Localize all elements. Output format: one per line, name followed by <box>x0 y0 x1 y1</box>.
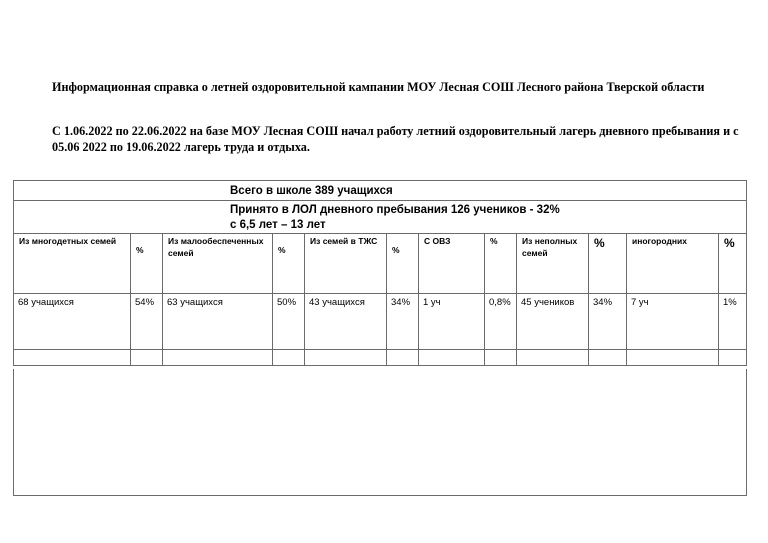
cell-value: 7 уч <box>631 297 649 308</box>
empty-cell <box>387 350 419 366</box>
table-cell <box>273 294 305 350</box>
col-header-text: % <box>136 245 144 255</box>
table-cell <box>719 294 747 350</box>
cell-value: 34% <box>391 297 411 308</box>
cell-value: 54% <box>135 297 155 308</box>
col-header <box>14 234 131 294</box>
empty-cell <box>131 350 163 366</box>
empty-row <box>14 350 747 366</box>
cell-value: 0,8% <box>489 297 511 308</box>
table-cell <box>163 294 273 350</box>
table-cell <box>14 294 131 350</box>
table-cell <box>387 294 419 350</box>
col-header <box>517 234 589 294</box>
cell-value: 1 уч <box>423 297 441 308</box>
cell-value: 68 учащихся <box>18 297 74 308</box>
cell-value: 45 учеников <box>521 297 575 308</box>
cell-value: 34% <box>593 297 613 308</box>
col-header-text: % <box>278 245 286 255</box>
age-range-text: с 6,5 лет – 13 лет <box>230 219 326 231</box>
report-title: Информационная справка о летней оздоровительной кампании МОУ Лесная СОШ Лесного района Тверской области <box>52 80 705 94</box>
accepted-cell <box>14 201 747 234</box>
col-header-text: % <box>490 236 498 246</box>
table-cell <box>627 294 719 350</box>
table-cell <box>419 294 485 350</box>
total-students-text: Всего в школе 389 учащихся <box>230 185 393 197</box>
col-header-text: иногородних <box>632 236 687 246</box>
total-students-cell <box>14 181 747 201</box>
empty-cell <box>273 350 305 366</box>
col-header <box>419 234 485 294</box>
col-header-text: С ОВЗ <box>424 236 451 246</box>
accepted-text: Принято в ЛОЛ дневного пребывания 126 учеников - 32% <box>230 204 560 216</box>
stats-table <box>13 180 747 366</box>
header-row <box>14 234 747 294</box>
empty-cell <box>419 350 485 366</box>
col-header <box>719 234 747 294</box>
empty-cell <box>163 350 273 366</box>
table-cell <box>131 294 163 350</box>
col-header <box>273 234 305 294</box>
cell-value: 50% <box>277 297 297 308</box>
table-cell <box>517 294 589 350</box>
empty-cell <box>517 350 589 366</box>
cell-value: 63 учащихся <box>167 297 223 308</box>
col-header-text: % <box>594 236 605 250</box>
empty-notes-box <box>13 369 747 496</box>
col-header-text: Из многодетных семей <box>19 236 117 246</box>
col-header <box>163 234 273 294</box>
col-header <box>627 234 719 294</box>
empty-cell <box>719 350 747 366</box>
col-header <box>485 234 517 294</box>
col-header-text: % <box>724 236 735 250</box>
report-period: С 1.06.2022 по 22.06.2022 на базе МОУ Лесная СОШ начал работу летний оздоровительный лагерь дневного пребывания и с 05.06 2022 по 19.06.2022 лагерь труда и отдыха. <box>52 124 739 154</box>
col-header <box>305 234 387 294</box>
col-header <box>589 234 627 294</box>
empty-cell <box>589 350 627 366</box>
empty-cell <box>14 350 131 366</box>
col-header <box>387 234 419 294</box>
empty-cell <box>305 350 387 366</box>
col-header <box>131 234 163 294</box>
table-cell <box>305 294 387 350</box>
cell-value: 43 учащихся <box>309 297 365 308</box>
col-header-text: Из малообеспеченных семей <box>168 236 264 258</box>
table-cell <box>589 294 627 350</box>
empty-cell <box>627 350 719 366</box>
empty-cell <box>485 350 517 366</box>
col-header-text: Из неполных семей <box>522 236 578 258</box>
cell-value: 1% <box>723 297 737 308</box>
table-row <box>14 294 747 350</box>
col-header-text: % <box>392 245 400 255</box>
table-cell <box>485 294 517 350</box>
col-header-text: Из семей в ТЖС <box>310 236 378 246</box>
